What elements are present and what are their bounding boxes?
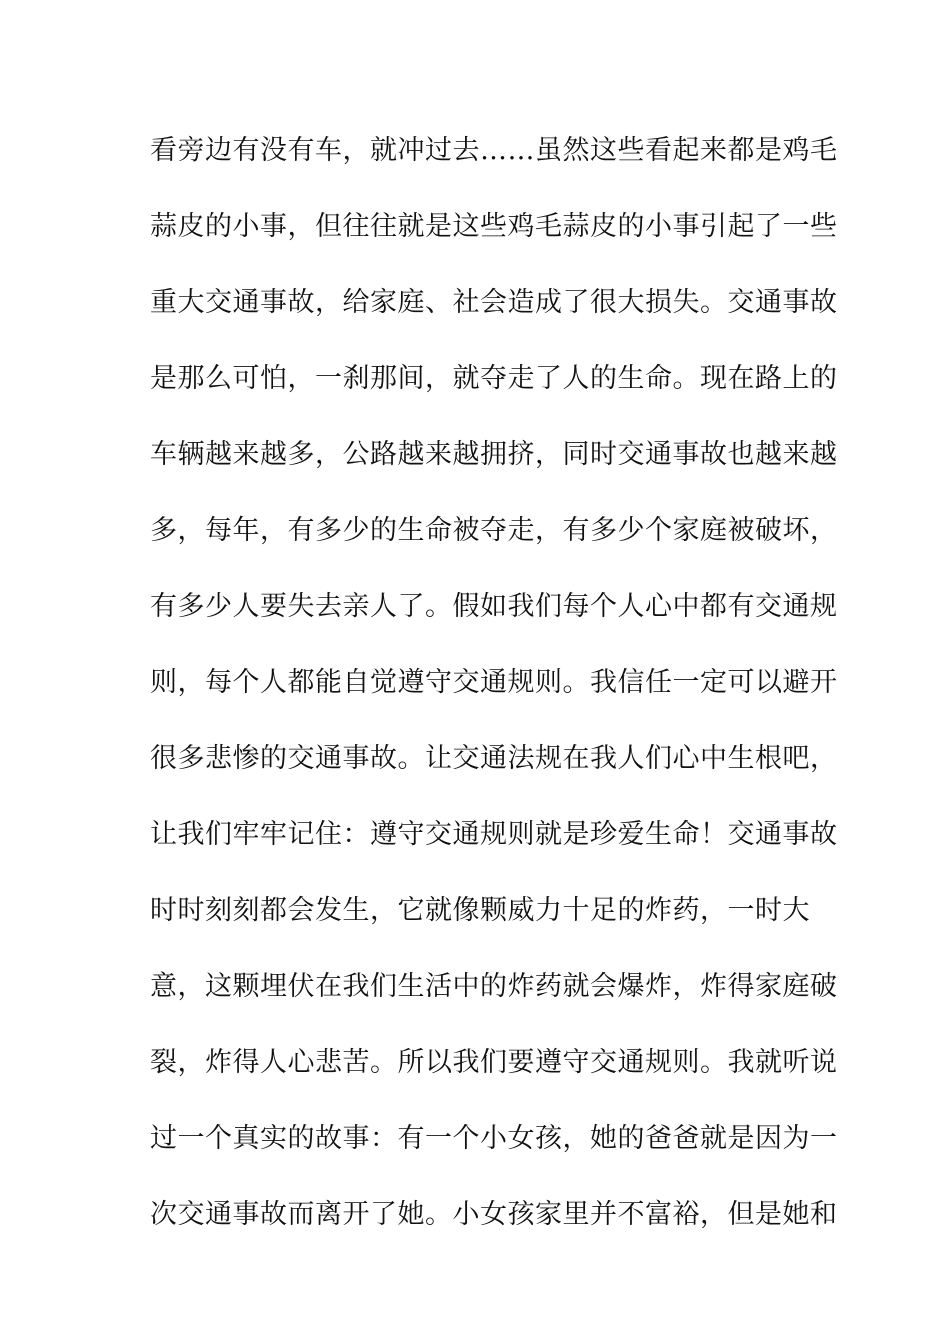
- text-line: 多，每年，有多少的生命被夺走，有多少个家庭被破坏，: [150, 515, 838, 546]
- text-line: 很多悲惨的交通事故。让交通法规在我人们心中生根吧，: [150, 743, 838, 774]
- text-line: 次交通事故而离开了她。小女孩家里并不富裕，但是她和: [150, 1199, 838, 1230]
- text-line: 意，这颗埋伏在我们生活中的炸药就会爆炸，炸得家庭破: [150, 971, 838, 1002]
- text-line: 让我们牢牢记住：遵守交通规则就是珍爱生命！交通事故: [150, 819, 838, 850]
- text-line: 过一个真实的故事：有一个小女孩，她的爸爸就是因为一: [150, 1123, 838, 1154]
- text-line: 则，每个人都能自觉遵守交通规则。我信任一定可以避开: [150, 667, 838, 698]
- text-line: 看旁边有没有车，就冲过去……虽然这些看起来都是鸡毛: [150, 135, 838, 166]
- text-line: 裂，炸得人心悲苦。所以我们要遵守交通规则。我就听说: [150, 1047, 838, 1078]
- document-body: [150, 126, 838, 1266]
- text-line: 重大交通事故，给家庭、社会造成了很大损失。交通事故: [150, 287, 838, 318]
- text-line: 车辆越来越多，公路越来越拥挤，同时交通事故也越来越: [150, 439, 838, 470]
- text-line: 蒜皮的小事，但往往就是这些鸡毛蒜皮的小事引起了一些: [150, 211, 838, 242]
- text-line: 是那么可怕，一刹那间，就夺走了人的生命。现在路上的: [150, 363, 838, 394]
- text-line: 时时刻刻都会发生，它就像颗威力十足的炸药，一时大: [150, 895, 810, 926]
- text-line: 有多少人要失去亲人了。假如我们每个人心中都有交通规: [150, 591, 838, 622]
